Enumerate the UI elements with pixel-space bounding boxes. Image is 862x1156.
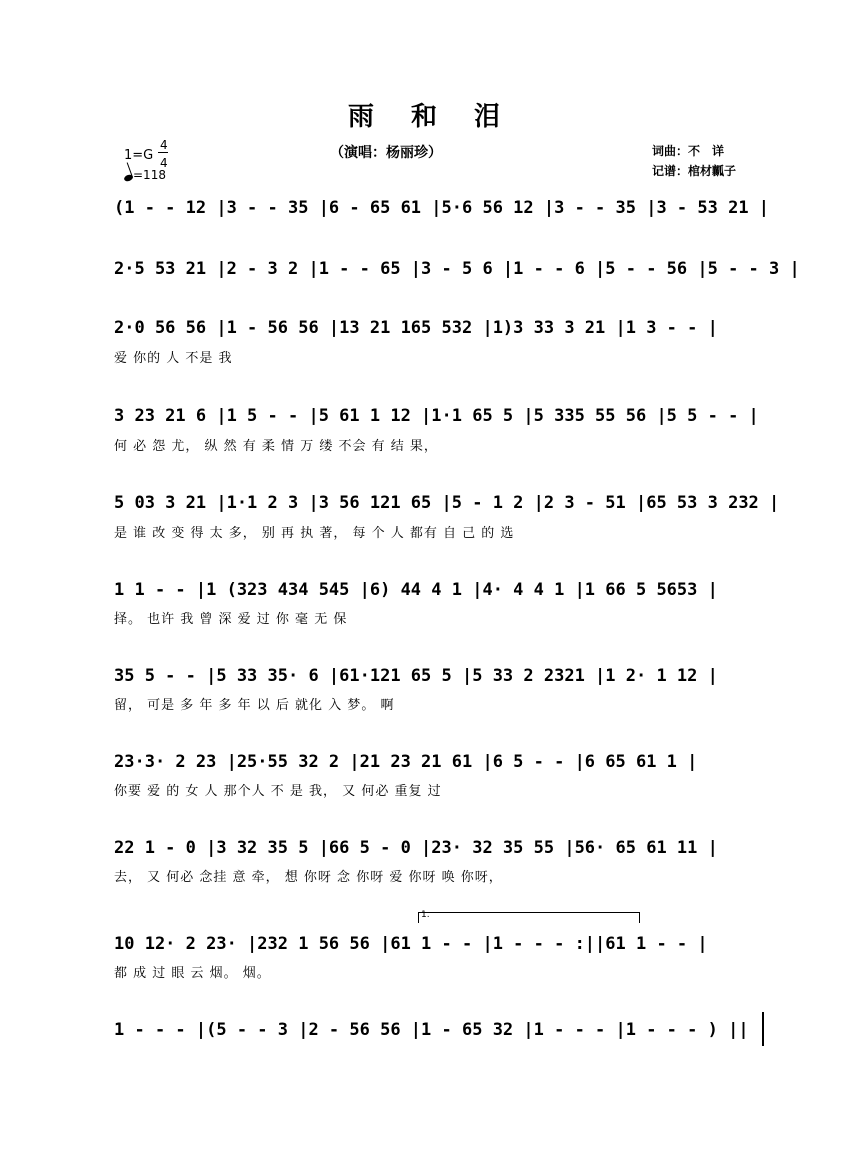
volta-bracket [418,912,640,923]
lyric-line-4: 何 必 怨 尤， 纵 然 有 柔 情 万 缕 不会 有 结 果， [114,439,438,454]
lyric-line-3: 爱 你的 人 不是 我 [114,351,233,366]
key-signature: 1=G [124,148,154,163]
staff-line-10: 10 12· 2 23· |232 1 56 56 |61 1 - - |1 - - - :||61 1 - - | [114,934,708,954]
lyric-line-6: 择。 也许 我 曾 深 爱 过 你 毫 无 保 [114,612,348,627]
staff-line-5: 5 03 3 21 |1·1 2 3 |3 56 121 65 |5 - 1 2 |2 3 - 51 |65 53 3 232 | [114,493,780,513]
staff-line-7: 35 5 - - |5 33 35· 6 |61·121 65 5 |5 33 2 2321 |1 2· 1 12 | [114,666,718,686]
tempo-marking [124,168,166,182]
staff-line-8: 23·3· 2 23 |25·55 32 2 |21 23 21 61 |6 5 - - |6 65 61 1 | [114,752,698,772]
lyric-line-9: 去， 又 何必 念挂 意 牵， 想 你呀 念 你呀 爱 你呀 唤 你呀， [114,870,503,885]
time-signature-denominator: 4 [160,156,168,170]
staff-line-11: 1 - - - |(5 - - 3 |2 - 56 56 |1 - 65 32 |1 - - - |1 - - - ) || [114,1020,749,1040]
transcriber-credit: 记谱：棺材瓤子 [652,164,737,178]
time-signature-numerator: 4 [160,138,168,152]
final-barline [762,1012,764,1046]
volta-number: 1. [421,910,430,920]
staff-line-1: (1 - - 12 |3 - - 35 |6 - 65 61 |5·6 56 12 |3 - - 35 |3 - 53 21 | [114,198,770,218]
staff-line-9: 22 1 - 0 |3 32 35 5 |66 5 - 0 |23· 32 35 55 |56· 65 61 11 | [114,838,718,858]
staff-line-6: 1 1 - - |1 (323 434 545 |6) 44 4 1 |4· 4 4 1 |1 66 5 5653 | [114,580,718,600]
lyric-line-8: 你要 爱 的 女 人 那个人 不 是 我， 又 何必 重复 过 [114,784,442,799]
staff-line-4: 3 23 21 6 |1 5 - - |5 61 1 12 |1·1 65 5 |5 335 55 56 |5 5 - - | [114,406,759,426]
performer-line: （演唱：杨丽珍） [330,145,442,161]
lyric-line-5: 是 谁 改 变 得 太 多， 别 再 执 著， 每 个 人 都有 自 己 的 选 [114,526,515,541]
staff-line-3: 2·0 56 56 |1 - 56 56 |13 21 165 532 |1)3 33 3 21 |1 3 - - | [114,318,718,338]
time-signature-divider [158,152,168,153]
lyric-line-10: 都 成 过 眼 云 烟。 烟。 [114,966,271,981]
composer-credit: 词曲：不 详 [652,144,725,158]
staff-line-2: 2·5 53 21 |2 - 3 2 |1 - - 65 |3 - 5 6 |1 - - 6 |5 - - 56 |5 - - 3 | [114,259,800,279]
song-title: 雨 和 泪 [347,102,515,132]
lyric-line-7: 留， 可是 多 年 多 年 以 后 就化 入 梦。 啊 [114,698,395,713]
tempo-value: =118 [133,168,166,182]
